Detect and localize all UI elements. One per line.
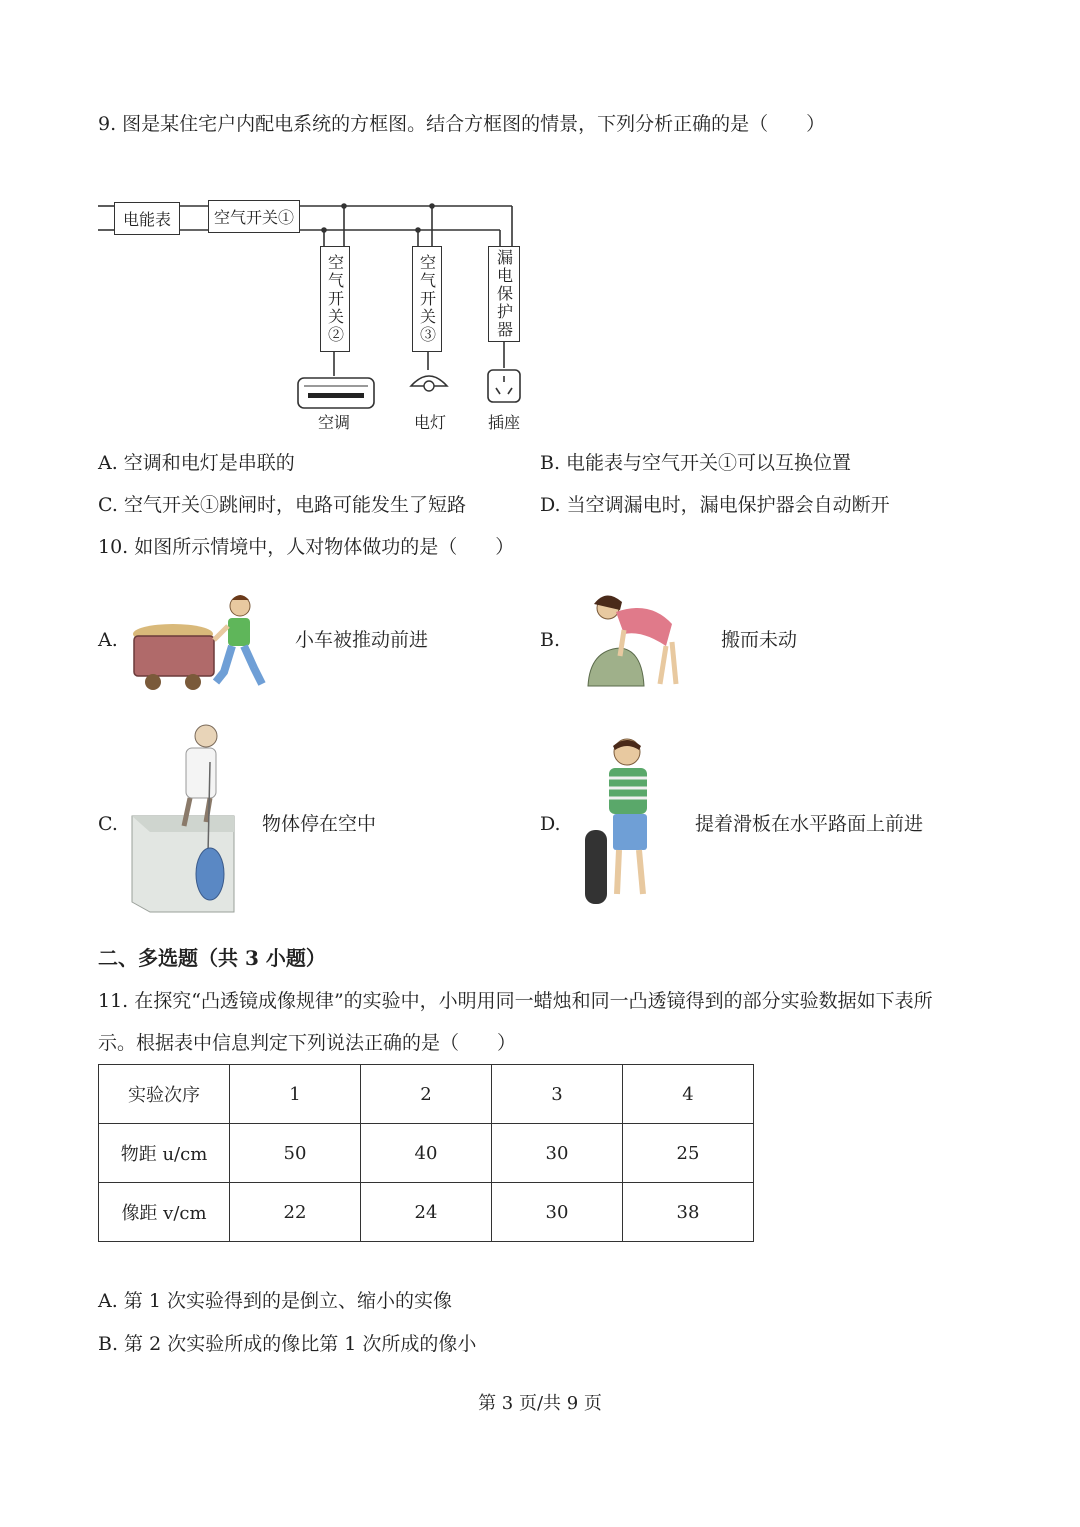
distribution-block-diagram — [96, 190, 536, 440]
experiment-data-table — [98, 1064, 754, 1242]
q10-option-c-letter: C. — [98, 813, 118, 835]
air-conditioner-icon — [296, 376, 376, 410]
table-row — [99, 1124, 754, 1183]
q9-option-d: D. 当空调漏电时，漏电保护器会自动断开 — [540, 494, 890, 516]
label-socket: 插座 — [488, 413, 521, 432]
table-cell: 50 — [230, 1124, 361, 1183]
label-lamp: 电灯 — [414, 413, 447, 432]
q11-stem-line2: 示。根据表中信息判定下列说法正确的是（ ） — [98, 1032, 517, 1054]
q10-option-c-caption: 物体停在空中 — [262, 813, 377, 835]
push-cart-illustration — [128, 592, 278, 692]
table-cell: 25 — [623, 1124, 754, 1183]
air-switch-2-box: 空气开关② — [320, 246, 350, 352]
q10-option-a-caption: 小车被推动前进 — [295, 629, 429, 651]
q10-stem: 10. 如图所示情境中，人对物体做功的是（ ） — [98, 536, 515, 558]
page-number-footer: 第 3 页/共 9 页 — [478, 1393, 602, 1414]
carry-skateboard-illustration — [583, 734, 673, 914]
label-air-conditioner: 空调 — [318, 413, 351, 432]
hold-bag-illustration — [130, 722, 240, 917]
table-cell: 3 — [492, 1065, 623, 1124]
table-cell: 物距 u/cm — [99, 1124, 230, 1183]
table-cell: 24 — [361, 1183, 492, 1242]
q10-option-b-letter: B. — [540, 629, 561, 651]
table-row — [99, 1065, 754, 1124]
q11-option-a: A. 第 1 次实验得到的是倒立、缩小的实像 — [98, 1290, 452, 1312]
q11-option-b: B. 第 2 次实验所成的像比第 1 次所成的像小 — [98, 1333, 477, 1355]
table-cell: 1 — [230, 1065, 361, 1124]
table-cell: 2 — [361, 1065, 492, 1124]
table-cell: 像距 v/cm — [99, 1183, 230, 1242]
lamp-icon — [409, 368, 449, 398]
q9-stem: 9. 图是某住宅户内配电系统的方框图。结合方框图的情景，下列分析正确的是（ ） — [98, 113, 826, 135]
q10-option-a-letter: A. — [98, 629, 118, 651]
q9-option-b: B. 电能表与空气开关①可以互换位置 — [540, 452, 852, 474]
section-heading-multiple-choice: 二、多选题（共 3 小题） — [98, 946, 326, 970]
meter-box: 电能表 — [114, 202, 180, 235]
table-cell: 22 — [230, 1183, 361, 1242]
q10-option-d-letter: D. — [540, 813, 561, 835]
table-cell: 30 — [492, 1183, 623, 1242]
q11-stem-line1: 11. 在探究“凸透镜成像规律”的实验中，小明用同一蜡烛和同一凸透镜得到的部分实验数据如下表所 — [98, 990, 933, 1012]
table-row — [99, 1183, 754, 1242]
q9-option-c: C. 空气开关①跳闸时，电路可能发生了短路 — [98, 494, 466, 516]
table-cell: 实验次序 — [99, 1065, 230, 1124]
table-cell: 38 — [623, 1183, 754, 1242]
table-cell: 40 — [361, 1124, 492, 1183]
q9-option-a: A. 空调和电灯是串联的 — [98, 452, 295, 474]
air-switch-1-box: 空气开关① — [208, 200, 300, 233]
socket-icon — [486, 368, 522, 404]
table-cell: 30 — [492, 1124, 623, 1183]
air-switch-3-box: 空气开关③ — [412, 246, 442, 352]
leak-protector-box: 漏电保护器 — [488, 246, 520, 342]
q10-option-d-caption: 提着滑板在水平路面上前进 — [695, 813, 924, 835]
lift-rock-illustration — [580, 590, 690, 690]
table-cell: 4 — [623, 1065, 754, 1124]
q10-option-b-caption: 搬而未动 — [721, 629, 798, 651]
